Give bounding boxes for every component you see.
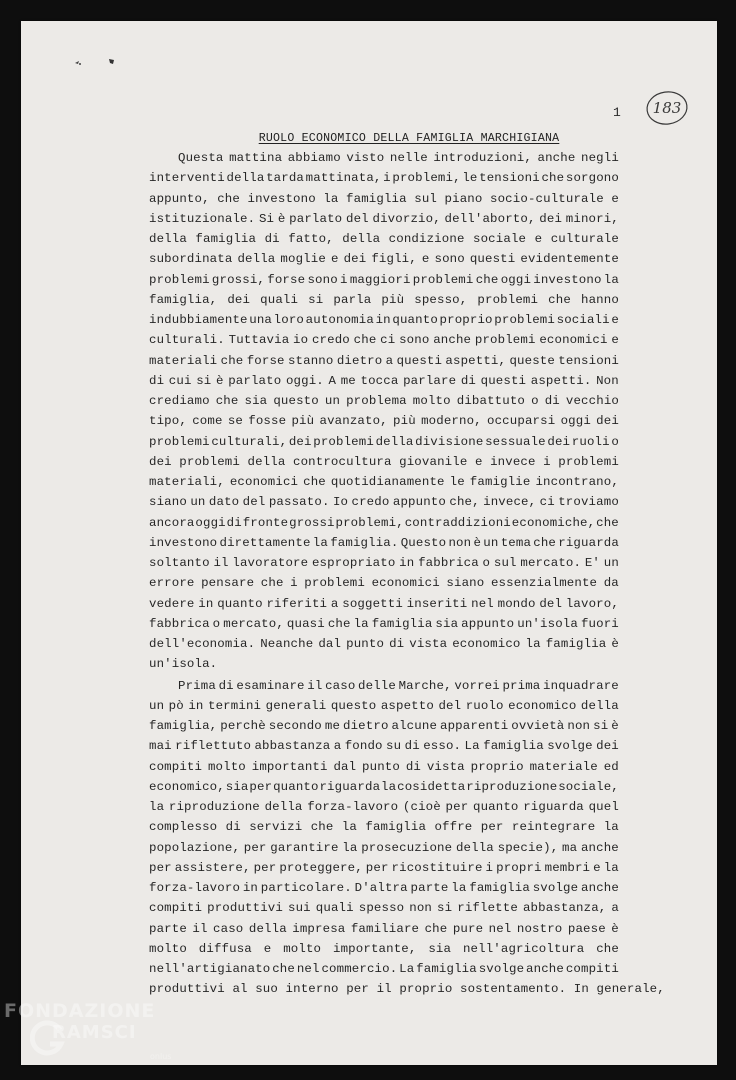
text-line: della famiglia di fatto, della condizione sociale e culturale — [149, 232, 619, 246]
text-line: vedere in quanto riferiti a soggetti inseriti nel mondo del lavoro, — [149, 596, 619, 611]
text-line: di cui si è parlato oggi. A me tocca parlare di questi aspetti. Non — [149, 373, 619, 388]
text-line: Prima di esaminare il caso delle Marche, vorrei prima inquadrare — [178, 678, 619, 693]
text-line: compiti molto importanti dal punto di vista proprio materiale ed — [149, 759, 619, 774]
text-line: parte il caso della impresa familiare che pure nel nostro paese è — [149, 921, 619, 936]
archive-stamp — [645, 89, 689, 127]
text-line: fabbrica o mercato, quasi che la famiglia sia appunto un'isola fuori — [149, 616, 619, 631]
text-line: molto diffusa e molto importante, sia nell'agricoltura che — [149, 941, 619, 956]
text-line: soltanto il lavoratore espropriato in fabbrica o sul mercato. E' un — [149, 556, 619, 570]
text-line: famiglia, dei quali si parla più spesso, problemi che hanno — [149, 292, 619, 307]
text-line: popolazione, per garantire la prosecuzione della specie), ma anche — [149, 840, 619, 855]
text-line: mai riflettuto abbastanza a fondo su di esso. La famiglia svolge dei — [149, 739, 619, 754]
text-line: famiglia, perchè secondo me dietro alcune apparenti ovvietà non si è — [149, 719, 619, 733]
text-line: appunto, che investono la famiglia sul piano socio-culturale e — [149, 191, 619, 206]
text-line: errore pensare che i problemi economici siano essenzialmente da — [149, 576, 619, 591]
text-line: problemi grossi, forse sono i maggiori problemi che oggi investono la — [149, 272, 619, 287]
text-line: dell'economia. Neanche dal punto di vista economico la famiglia è — [149, 637, 619, 651]
watermark-line1: FONDAZIONE — [4, 1000, 156, 1022]
text-line: materiali che forse stanno dietro a questi aspetti, queste tensioni — [149, 353, 619, 368]
text-line: economico, sia per quanto riguarda la cosidetta riproduzione sociale, — [149, 779, 619, 794]
text-line: problemi culturali, dei problemi della divisione sessuale dei ruoli o — [149, 434, 619, 449]
text-line: la riproduzione della forza-lavoro (cioè per quanto riguarda quel — [149, 800, 619, 814]
text-line: un pò in termini generali questo aspetto del ruolo economico della — [149, 698, 619, 713]
text-line: tipo, come se fosse più avanzato, più moderno, occuparsi oggi dei — [149, 414, 619, 429]
text-line: forza-lavoro in particolare. D'altra parte la famiglia svolge anche — [149, 881, 619, 895]
text-line: per assistere, per proteggere, per ricostituire i propri membri e la — [149, 860, 619, 875]
text-line: Questa mattina abbiamo visto nelle introduzioni, anche negli — [178, 151, 619, 165]
text-line: materiali, economici che quotidianamente le famiglie incontrano, — [149, 475, 619, 489]
text-line: culturali. Tuttavia io credo che ci sono anche problemi economici e — [149, 333, 619, 348]
text-line: nell'artigianato che nel commercio. La famiglia svolge anche compiti — [149, 962, 619, 976]
text-line: complesso di servizi che la famiglia offre per reintegrare la — [149, 820, 619, 835]
text-line: compiti produttivi sui quali spesso non si riflette abbastanza, a — [149, 901, 619, 916]
paper-speck-marks — [73, 55, 123, 69]
archive-stamp-number: 183 — [652, 99, 682, 117]
text-line: subordinata della moglie e dei figli, e sono questi evidentemente — [149, 252, 619, 267]
text-line: ancora oggi di fronte grossi problemi, contraddizioni economiche, che — [149, 515, 619, 530]
document-title: RUOLO ECONOMICO DELLA FAMIGLIA MARCHIGIANA — [258, 132, 560, 145]
document-body — [149, 148, 665, 1000]
text-line: produttivi al suo interno per il proprio sostentamento. In generale, — [149, 982, 665, 997]
text-line: siano un dato del passato. Io credo appunto che, invece, ci troviamo — [149, 495, 619, 510]
fondazione-gramsci-watermark — [4, 1000, 204, 1080]
text-line: dei problemi della controcultura giovanile e invece i problemi — [149, 454, 619, 469]
text-line: crediamo che sia questo un problema molto dibattuto o di vecchio — [149, 394, 619, 408]
text-line: investono direttamente la famiglia. Questo non è un tema che riguarda — [149, 535, 619, 550]
page-number: 1 — [613, 105, 621, 120]
text-line: un'isola. — [149, 657, 218, 672]
text-line: interventi della tarda mattinata, i problemi, le tensioni che sorgono — [149, 171, 619, 186]
watermark-line2: RAMSCI — [52, 1022, 137, 1043]
text-line: istituzionale. Si è parlato del divorzio, dell'aborto, dei minori, — [149, 211, 619, 226]
watermark-sub: onlus — [150, 1052, 172, 1061]
text-line: indubbiamente una loro autonomia in quanto proprio problemi sociali e — [149, 313, 619, 327]
